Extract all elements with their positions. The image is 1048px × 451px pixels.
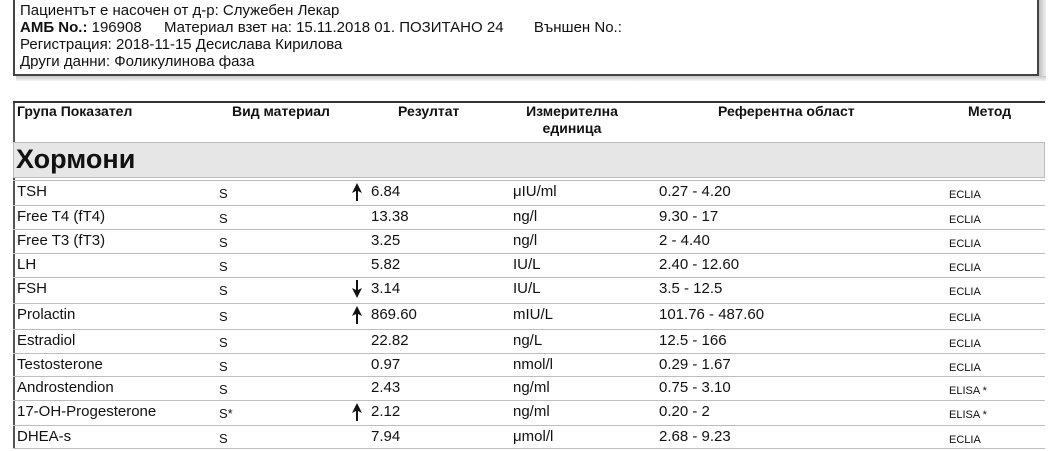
result-value: 7.94 — [371, 428, 401, 445]
result-row — [13, 353, 1045, 376]
material-code: S — [219, 431, 228, 446]
result-row — [13, 376, 1045, 400]
method: ECLIA — [949, 238, 981, 250]
material-code: S — [219, 235, 228, 250]
external-no: Външен No.: — [533, 19, 622, 36]
reference-range: 9.30 - 17 — [659, 208, 719, 225]
reference-range: 2.68 - 9.23 — [659, 428, 731, 445]
method: ECLIA — [949, 312, 981, 324]
test-name: FSH — [17, 280, 47, 297]
test-name: 17-OH-Progesterone — [17, 403, 157, 420]
unit: ng/l — [513, 208, 538, 225]
unit: ng/ml — [513, 379, 550, 396]
group-title: Хормони — [16, 144, 136, 174]
method: ECLIA — [949, 286, 981, 298]
method: ECLIA — [949, 362, 981, 374]
result-row — [13, 205, 1045, 229]
unit: ng/l — [513, 232, 538, 249]
material-taken: Материал взет на: 15.11.2018 01. ПОЗИТАНО 24 — [164, 19, 504, 36]
amb-line — [20, 19, 622, 37]
reference-range: 0.29 - 1.67 — [659, 356, 731, 373]
reference-range: 0.75 - 3.10 — [659, 379, 731, 396]
method: ECLIA — [949, 338, 981, 350]
col-header-group: Група Показател — [17, 103, 133, 119]
test-name: Androstendion — [17, 379, 114, 396]
result-value: 0.97 — [371, 356, 401, 373]
col-header-unit-line1: Измерителна — [526, 103, 618, 119]
group-header-bar — [13, 142, 1045, 178]
material-code: S — [219, 359, 228, 374]
result-row — [13, 229, 1045, 253]
reference-range: 0.20 - 2 — [659, 403, 710, 420]
method: ELISA * — [949, 409, 987, 421]
reference-range: 0.27 - 4.20 — [659, 183, 731, 200]
result-value: 3.25 — [371, 232, 401, 249]
col-header-unit — [520, 103, 624, 137]
reference-range: 2 - 4.40 — [659, 232, 710, 249]
method: ECLIA — [949, 434, 981, 446]
col-header-result: Резултат — [398, 103, 460, 119]
result-value: 22.82 — [371, 332, 409, 349]
unit: nmol/l — [513, 356, 554, 373]
unit: μmol/l — [513, 428, 554, 445]
test-name: LH — [17, 256, 37, 273]
result-row — [13, 329, 1045, 353]
reference-range: 2.40 - 12.60 — [659, 256, 740, 273]
method: ECLIA — [949, 262, 981, 274]
result-value: 2.43 — [371, 379, 401, 396]
amb-value: 196908 — [91, 19, 142, 36]
arrow-down-icon — [351, 279, 363, 299]
reference-range: 3.5 - 12.5 — [659, 280, 723, 297]
result-value: 2.12 — [371, 403, 401, 420]
reference-range: 12.5 - 166 — [659, 332, 727, 349]
result-value: 5.82 — [371, 256, 401, 273]
result-value: 869.60 — [371, 306, 417, 323]
result-row — [13, 180, 1045, 204]
method: ECLIA — [949, 189, 981, 201]
result-row — [13, 253, 1045, 277]
unit: ng/L — [513, 332, 543, 349]
col-header-unit-line2: единица — [542, 120, 602, 136]
unit: mIU/L — [513, 306, 554, 323]
referring-doctor: Пациентът е насочен от д-р: Служебен Лекар — [20, 2, 340, 19]
box-shadow-right — [1039, 0, 1046, 80]
unit: IU/L — [513, 256, 541, 273]
registration: Регистрация: 2018-11-15 Десислава Кирилова — [20, 36, 343, 53]
arrow-up-icon — [351, 182, 363, 202]
material-code: S — [219, 186, 228, 201]
result-value: 3.14 — [371, 280, 401, 297]
result-row — [13, 277, 1045, 303]
test-name: TSH — [17, 183, 47, 200]
result-row — [13, 400, 1045, 425]
material-code: S* — [219, 406, 233, 421]
unit: ng/ml — [513, 403, 550, 420]
method: ECLIA — [949, 214, 981, 226]
unit: μIU/ml — [513, 183, 557, 200]
result-row — [13, 425, 1045, 449]
col-header-reference: Референтна област — [718, 103, 855, 119]
box-shadow-bottom — [16, 76, 1046, 81]
result-value: 13.38 — [371, 208, 409, 225]
material-code: S — [219, 382, 228, 397]
col-header-method: Метод — [968, 103, 1012, 119]
material-code: S — [219, 211, 228, 226]
test-name: Testosterone — [17, 356, 103, 373]
material-code: S — [219, 309, 228, 324]
test-name: DHEA-s — [17, 428, 72, 445]
other-data: Други данни: Фоликулинова фаза — [20, 53, 255, 70]
material-code: S — [219, 335, 228, 350]
material-code: S — [219, 283, 228, 298]
material-code: S — [219, 259, 228, 274]
arrow-up-icon — [351, 402, 363, 422]
reference-range: 101.76 - 487.60 — [659, 306, 765, 323]
col-header-material: Вид материал — [232, 103, 330, 119]
method: ELISA * — [949, 385, 987, 397]
test-name: Prolactin — [17, 306, 76, 323]
test-name: Estradiol — [17, 332, 76, 349]
amb-label: АМБ No.: — [20, 19, 88, 36]
result-row — [13, 303, 1045, 329]
unit: IU/L — [513, 280, 541, 297]
result-value: 6.84 — [371, 183, 401, 200]
arrow-up-icon — [351, 305, 363, 325]
test-name: Free T4 (fT4) — [17, 208, 106, 225]
test-name: Free T3 (fT3) — [17, 232, 106, 249]
